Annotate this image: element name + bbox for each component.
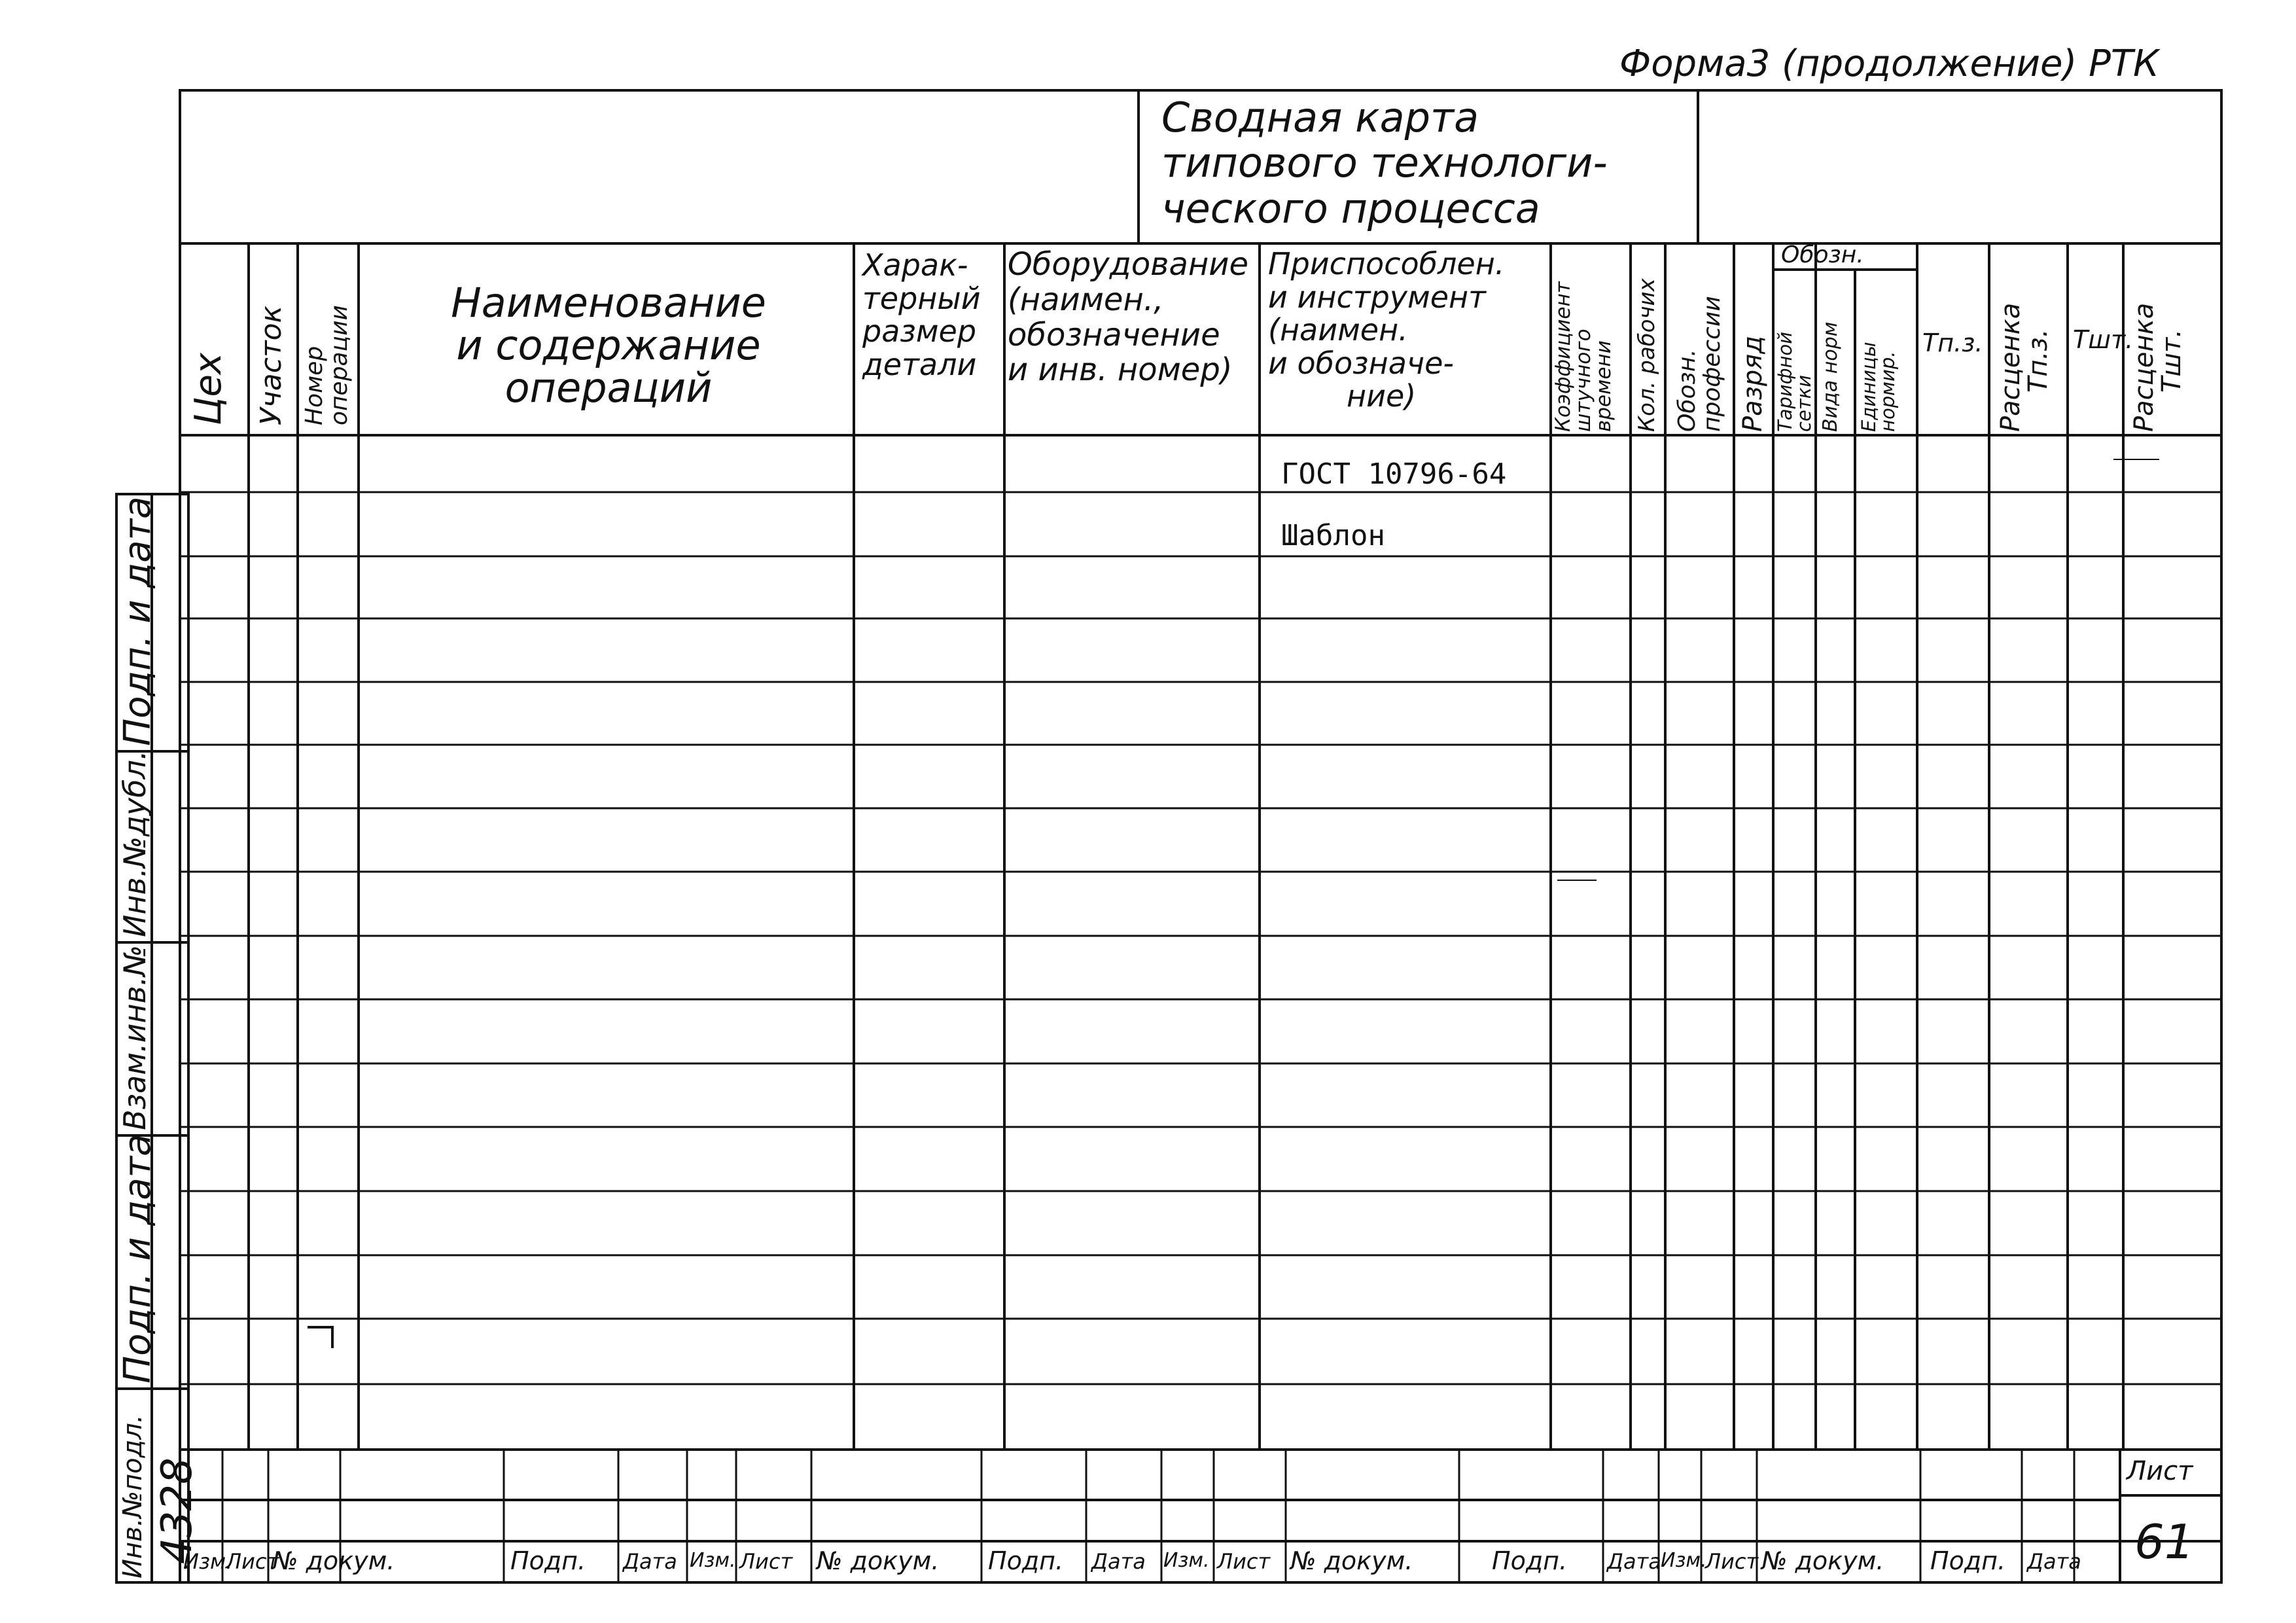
header-tarif-line-1: Тарифной [1774,331,1796,432]
pen-mark [308,1327,334,1348]
header-edinitsy-normir [1860,342,1898,432]
sheet-number: 61 [2134,1514,2195,1569]
stamp-label-nom-dokum: № докум. [817,1546,940,1575]
header-obor-line-4: и инв. номер) [1008,351,1233,389]
stamp-label-data: Дата [2027,1549,2081,1574]
stamp-label-podp: Подп. [1492,1546,1568,1575]
card-title-line-1: Сводная карта [1161,94,1479,141]
header-prisp-line-2: и инструмент [1268,279,1486,315]
header-koeffitsient [1553,281,1614,432]
header-tarif-line-2: сетки [1793,374,1815,432]
table-cell-prisposoblenie: ГОСТ 10796-64 [1281,457,1507,491]
header-tsekh: Цех [187,352,230,425]
stamp-label-data: Дата [1091,1549,1146,1574]
header-naim-line-3: операций [504,364,713,412]
stamp-label-podp: Подп. [510,1546,586,1575]
stamp-label-list: Лист [739,1549,793,1574]
side-inv-podl: Инв.№подл. [118,1414,148,1578]
header-khar-line-4: детали [862,346,977,382]
header-prof-line-2: профессии [1698,296,1725,432]
header-tarifnoy-setki [1776,332,1814,432]
stamp-label-data: Дата [623,1549,677,1574]
side-vzam-inv: Взам.инв.№ [117,944,152,1130]
header-naimenovanie [386,279,831,412]
header-prisp-line-4: и обозначе- [1268,345,1454,381]
header-nomer-line-2: операции [325,305,353,425]
header-kharakterny-razmer [862,249,981,381]
header-prisp-line-1: Приспособлен. [1268,246,1505,281]
card-title-line-3: ческого процесса [1161,184,1540,232]
header-khar-line-3: размер [862,313,977,349]
stamp-label-list: Лист [1217,1549,1271,1574]
stamp-label-izm: Изм. [1163,1549,1210,1572]
header-oboznach-professii [1675,296,1725,432]
header-naim-line-1: Наименование [451,279,766,327]
header-prisp-line-3: (наимен. [1268,312,1408,348]
header-prisp-line-5: ние) [1347,378,1417,414]
header-prisposoblenie [1268,247,1504,413]
header-rast-tpz-line-2: Тп.з. [2023,329,2053,393]
stamp-label-list: Лист [1705,1549,1759,1574]
stamp-label-podp: Подп. [1930,1546,2006,1575]
header-naim-line-2: и содержание [456,321,761,370]
header-edin-line-1: Единицы [1858,342,1880,432]
header-obor-line-3: обозначение [1008,316,1220,353]
header-rast-tsht-line-2: Тшт. [2157,329,2187,393]
header-razryad: Разряд [1738,335,1768,432]
header-rastsenka-tsht [2130,303,2185,432]
header-nomer-operatsii [302,305,352,425]
stamp-label-izm: Изм. [183,1549,233,1574]
header-obor-line-2: (наимен., [1008,281,1164,318]
stamp-label-nom-dokum: № докум. [272,1546,395,1575]
header-koef-line-1: Коэффициент [1551,281,1575,432]
card-title [1161,95,1608,231]
stamp-label-nom-dokum: № докум. [1290,1546,1413,1575]
header-kol-rabochikh: Кол. рабочих [1634,278,1660,432]
header-koef-line-3: времени [1592,340,1616,432]
form-label: Форма3 (продолжение) РТК [1619,43,2159,85]
header-nomer-line-1: Номер [301,346,328,425]
side-inv-dubl: Инв.№дубл. [117,750,152,937]
stamp-label-izm: Изм. [690,1549,736,1572]
card-title-line-2: типового технологи- [1161,139,1608,187]
stamp-label-nom-dokum: № докум. [1761,1546,1884,1575]
header-prof-line-1: Обозн. [1674,349,1701,432]
sheet-list-label: Лист [2127,1456,2193,1486]
side-inv-number: 4328 [153,1457,202,1564]
stamp-label-izm: Изм. [1661,1549,1707,1572]
header-rast-tsht-line-1: Расценка [2129,302,2159,432]
stamp-label-data: Дата [1607,1549,1661,1574]
header-oboznach-group: Обозн. [1781,241,1864,268]
header-vida-norm: Вида норм [1819,321,1842,432]
side-podp-data-2: Подп. и дата [116,1133,159,1383]
stamp-label-podp: Подп. [988,1546,1064,1575]
header-rastsenka-tpz [1997,303,2052,432]
header-khar-line-1: Харак- [862,247,968,283]
header-khar-line-2: терный [862,280,981,316]
header-obor-line-1: Оборудование [1008,246,1248,283]
table-cell-prisposoblenie: Шаблон [1281,519,1385,552]
header-edin-line-2: нормир. [1877,351,1899,432]
header-rast-tpz-line-1: Расценка [1996,302,2026,432]
header-tsht: Тшт. [2073,325,2134,354]
header-koef-line-2: штучного [1572,329,1595,432]
header-oborudovanie [1008,247,1248,388]
stamp-label-list: Лист [226,1549,279,1574]
header-uchastok: Участок [255,305,288,425]
header-tpz: Тп.з. [1922,329,1983,357]
side-podp-data-1: Подп. и дата [116,496,159,746]
